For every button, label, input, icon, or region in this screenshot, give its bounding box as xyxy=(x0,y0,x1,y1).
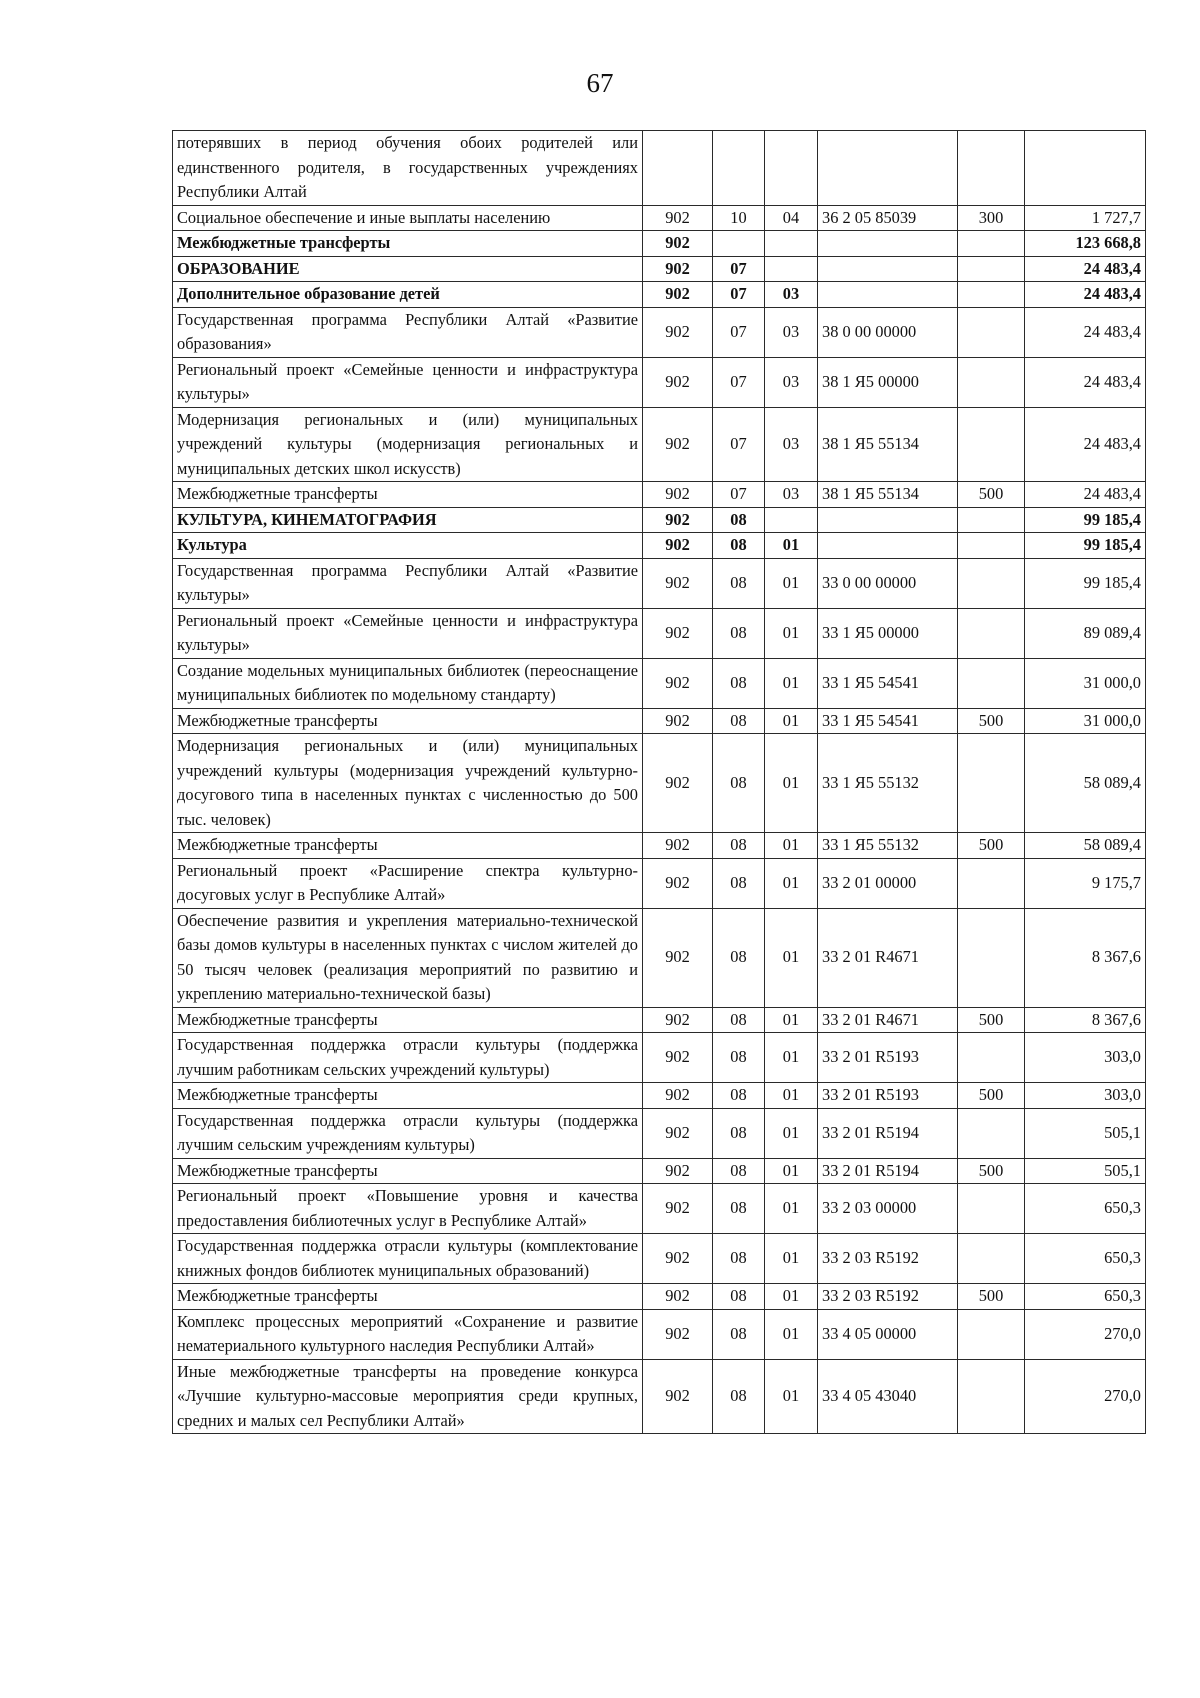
cell-name: Региональный проект «Повышение уровня и качества предоставления библиотечных услуг в Республике Алтай» xyxy=(173,1184,643,1234)
cell-amount: 8 367,6 xyxy=(1025,908,1146,1007)
table-row xyxy=(173,533,1146,559)
cell-name: Межбюджетные трансферты xyxy=(173,1083,643,1109)
cell-ministry: 902 xyxy=(643,908,713,1007)
cell-section: 08 xyxy=(713,1234,765,1284)
cell-section: 07 xyxy=(713,482,765,508)
cell-subsection: 01 xyxy=(765,1033,818,1083)
cell-amount: 303,0 xyxy=(1025,1033,1146,1083)
cell-section: 08 xyxy=(713,708,765,734)
table-row xyxy=(173,1083,1146,1109)
cell-amount: 505,1 xyxy=(1025,1158,1146,1184)
cell-expense-type xyxy=(958,1359,1025,1434)
cell-subsection xyxy=(765,131,818,206)
cell-section: 08 xyxy=(713,1309,765,1359)
cell-amount: 31 000,0 xyxy=(1025,708,1146,734)
table-row xyxy=(173,1184,1146,1234)
cell-ministry: 902 xyxy=(643,1083,713,1109)
cell-amount: 123 668,8 xyxy=(1025,231,1146,257)
cell-expense-type xyxy=(958,908,1025,1007)
cell-expense-type xyxy=(958,658,1025,708)
cell-amount: 270,0 xyxy=(1025,1359,1146,1434)
cell-subsection: 01 xyxy=(765,1184,818,1234)
cell-name: Государственная программа Республики Алтай «Развитие образования» xyxy=(173,307,643,357)
cell-amount: 99 185,4 xyxy=(1025,533,1146,559)
cell-section: 08 xyxy=(713,533,765,559)
cell-article: 33 0 00 00000 xyxy=(818,558,958,608)
cell-amount: 24 483,4 xyxy=(1025,256,1146,282)
cell-ministry: 902 xyxy=(643,407,713,482)
cell-ministry: 902 xyxy=(643,507,713,533)
cell-ministry: 902 xyxy=(643,558,713,608)
cell-ministry: 902 xyxy=(643,1309,713,1359)
cell-name: Межбюджетные трансферты xyxy=(173,482,643,508)
cell-section: 08 xyxy=(713,858,765,908)
cell-article: 33 2 01 R4671 xyxy=(818,908,958,1007)
cell-subsection: 01 xyxy=(765,608,818,658)
cell-article: 33 1 Я5 00000 xyxy=(818,608,958,658)
cell-subsection: 01 xyxy=(765,558,818,608)
page-number: 67 xyxy=(586,68,614,98)
cell-ministry: 902 xyxy=(643,205,713,231)
cell-subsection: 01 xyxy=(765,533,818,559)
cell-section: 08 xyxy=(713,1284,765,1310)
table-row xyxy=(173,708,1146,734)
cell-name: Государственная поддержка отрасли культуры (поддержка лучшим работникам сельских учреждений культуры) xyxy=(173,1033,643,1083)
cell-name: Модернизация региональных и (или) муниципальных учреждений культуры (модернизация учреждений культурно-досугового типа в населенных пунктах с численностью до 500 тыс. человек) xyxy=(173,734,643,833)
cell-expense-type xyxy=(958,1108,1025,1158)
cell-expense-type: 500 xyxy=(958,708,1025,734)
cell-subsection: 01 xyxy=(765,1007,818,1033)
cell-ministry: 902 xyxy=(643,1234,713,1284)
cell-article xyxy=(818,131,958,206)
table-row xyxy=(173,1007,1146,1033)
cell-section: 08 xyxy=(713,608,765,658)
cell-section: 08 xyxy=(713,1033,765,1083)
cell-amount: 505,1 xyxy=(1025,1108,1146,1158)
cell-expense-type xyxy=(958,307,1025,357)
cell-amount: 650,3 xyxy=(1025,1234,1146,1284)
cell-amount: 99 185,4 xyxy=(1025,507,1146,533)
cell-expense-type xyxy=(958,858,1025,908)
cell-name: Создание модельных муниципальных библиотек (переоснащение муниципальных библиотек по модельному стандарту) xyxy=(173,658,643,708)
cell-expense-type: 500 xyxy=(958,1158,1025,1184)
cell-subsection: 03 xyxy=(765,307,818,357)
cell-amount: 99 185,4 xyxy=(1025,558,1146,608)
cell-subsection xyxy=(765,256,818,282)
cell-amount xyxy=(1025,131,1146,206)
cell-article: 33 2 01 R5193 xyxy=(818,1033,958,1083)
cell-name: Межбюджетные трансферты xyxy=(173,1158,643,1184)
table-row xyxy=(173,1158,1146,1184)
cell-ministry: 902 xyxy=(643,1359,713,1434)
cell-section: 08 xyxy=(713,908,765,1007)
cell-subsection: 01 xyxy=(765,1359,818,1434)
cell-amount: 270,0 xyxy=(1025,1309,1146,1359)
cell-section xyxy=(713,231,765,257)
cell-section xyxy=(713,131,765,206)
cell-article xyxy=(818,231,958,257)
cell-name: Межбюджетные трансферты xyxy=(173,708,643,734)
cell-name: Межбюджетные трансферты xyxy=(173,833,643,859)
cell-amount: 24 483,4 xyxy=(1025,307,1146,357)
cell-article: 36 2 05 85039 xyxy=(818,205,958,231)
cell-expense-type xyxy=(958,608,1025,658)
cell-expense-type: 500 xyxy=(958,833,1025,859)
cell-article xyxy=(818,533,958,559)
cell-subsection xyxy=(765,507,818,533)
cell-article: 33 2 01 R4671 xyxy=(818,1007,958,1033)
cell-ministry: 902 xyxy=(643,1007,713,1033)
cell-name: потерявших в период обучения обоих родителей или единственного родителя, в государственных учреждениях Республики Алтай xyxy=(173,131,643,206)
cell-expense-type: 500 xyxy=(958,1083,1025,1109)
cell-article: 33 2 03 00000 xyxy=(818,1184,958,1234)
cell-ministry: 902 xyxy=(643,1033,713,1083)
cell-section: 08 xyxy=(713,507,765,533)
cell-expense-type xyxy=(958,282,1025,308)
cell-amount: 303,0 xyxy=(1025,1083,1146,1109)
cell-ministry: 902 xyxy=(643,1108,713,1158)
table-row xyxy=(173,1309,1146,1359)
cell-article: 33 2 03 R5192 xyxy=(818,1284,958,1310)
cell-name: Государственная программа Республики Алтай «Развитие культуры» xyxy=(173,558,643,608)
cell-subsection: 03 xyxy=(765,482,818,508)
cell-article: 33 1 Я5 55132 xyxy=(818,734,958,833)
cell-ministry: 902 xyxy=(643,482,713,508)
cell-expense-type xyxy=(958,507,1025,533)
cell-subsection: 01 xyxy=(765,1158,818,1184)
cell-article: 33 4 05 00000 xyxy=(818,1309,958,1359)
cell-subsection: 01 xyxy=(765,1108,818,1158)
cell-name: Государственная поддержка отрасли культуры (поддержка лучшим сельским учреждениям культуры) xyxy=(173,1108,643,1158)
cell-article: 33 1 Я5 54541 xyxy=(818,708,958,734)
cell-subsection: 03 xyxy=(765,282,818,308)
cell-ministry xyxy=(643,131,713,206)
table-row xyxy=(173,1108,1146,1158)
cell-section: 08 xyxy=(713,558,765,608)
table-row xyxy=(173,282,1146,308)
cell-expense-type xyxy=(958,1234,1025,1284)
cell-name: Региональный проект «Семейные ценности и инфраструктура культуры» xyxy=(173,357,643,407)
cell-ministry: 902 xyxy=(643,231,713,257)
cell-expense-type xyxy=(958,1309,1025,1359)
cell-article: 33 1 Я5 54541 xyxy=(818,658,958,708)
cell-ministry: 902 xyxy=(643,533,713,559)
cell-expense-type xyxy=(958,256,1025,282)
cell-subsection: 01 xyxy=(765,1083,818,1109)
cell-amount: 8 367,6 xyxy=(1025,1007,1146,1033)
cell-name: КУЛЬТУРА, КИНЕМАТОГРАФИЯ xyxy=(173,507,643,533)
table-row xyxy=(173,1359,1146,1434)
cell-ministry: 902 xyxy=(643,1284,713,1310)
cell-name: Обеспечение развития и укрепления материально-технической базы домов культуры в населенных пунктах с числом жителей до 50 тысяч человек (реализация мероприятий по развитию и укреплению материально-технической базы) xyxy=(173,908,643,1007)
cell-name: Межбюджетные трансферты xyxy=(173,231,643,257)
cell-expense-type xyxy=(958,1184,1025,1234)
table-row xyxy=(173,1033,1146,1083)
cell-expense-type: 300 xyxy=(958,205,1025,231)
cell-section: 07 xyxy=(713,407,765,482)
table-row xyxy=(173,858,1146,908)
cell-expense-type xyxy=(958,407,1025,482)
cell-expense-type xyxy=(958,1033,1025,1083)
cell-article: 38 1 Я5 00000 xyxy=(818,357,958,407)
table-row xyxy=(173,734,1146,833)
cell-article xyxy=(818,256,958,282)
cell-ministry: 902 xyxy=(643,608,713,658)
cell-ministry: 902 xyxy=(643,1158,713,1184)
cell-subsection: 01 xyxy=(765,708,818,734)
cell-ministry: 902 xyxy=(643,256,713,282)
cell-amount: 31 000,0 xyxy=(1025,658,1146,708)
cell-amount: 24 483,4 xyxy=(1025,282,1146,308)
cell-expense-type xyxy=(958,357,1025,407)
cell-article: 33 2 01 R5194 xyxy=(818,1108,958,1158)
cell-article: 33 2 01 R5194 xyxy=(818,1158,958,1184)
cell-name: Модернизация региональных и (или) муниципальных учреждений культуры (модернизация региональных и муниципальных детских школ искусств) xyxy=(173,407,643,482)
cell-expense-type: 500 xyxy=(958,1284,1025,1310)
table-row xyxy=(173,482,1146,508)
cell-section: 08 xyxy=(713,734,765,833)
cell-subsection: 01 xyxy=(765,833,818,859)
table-row xyxy=(173,205,1146,231)
table-row xyxy=(173,833,1146,859)
cell-amount: 9 175,7 xyxy=(1025,858,1146,908)
cell-subsection: 03 xyxy=(765,357,818,407)
cell-amount: 58 089,4 xyxy=(1025,833,1146,859)
cell-article: 38 1 Я5 55134 xyxy=(818,407,958,482)
cell-subsection: 01 xyxy=(765,858,818,908)
cell-expense-type: 500 xyxy=(958,482,1025,508)
table-row xyxy=(173,608,1146,658)
cell-section: 08 xyxy=(713,833,765,859)
cell-name: Иные межбюджетные трансферты на проведение конкурса «Лучшие культурно-массовые мероприятия среди крупных, средних и малых сел Республики Алтай» xyxy=(173,1359,643,1434)
cell-expense-type xyxy=(958,131,1025,206)
cell-amount: 24 483,4 xyxy=(1025,482,1146,508)
cell-subsection: 01 xyxy=(765,734,818,833)
cell-section: 07 xyxy=(713,357,765,407)
cell-name: Региональный проект «Семейные ценности и инфраструктура культуры» xyxy=(173,608,643,658)
cell-ministry: 902 xyxy=(643,833,713,859)
cell-amount: 89 089,4 xyxy=(1025,608,1146,658)
table-row xyxy=(173,658,1146,708)
cell-section: 08 xyxy=(713,658,765,708)
cell-section: 07 xyxy=(713,307,765,357)
cell-section: 08 xyxy=(713,1083,765,1109)
cell-amount: 24 483,4 xyxy=(1025,357,1146,407)
cell-name: Межбюджетные трансферты xyxy=(173,1284,643,1310)
cell-section: 07 xyxy=(713,256,765,282)
cell-expense-type xyxy=(958,533,1025,559)
cell-section: 07 xyxy=(713,282,765,308)
cell-article: 33 1 Я5 55132 xyxy=(818,833,958,859)
table-row xyxy=(173,357,1146,407)
cell-subsection: 01 xyxy=(765,1284,818,1310)
table-row xyxy=(173,307,1146,357)
cell-ministry: 902 xyxy=(643,858,713,908)
table-row xyxy=(173,131,1146,206)
cell-name: Межбюджетные трансферты xyxy=(173,1007,643,1033)
cell-name: ОБРАЗОВАНИЕ xyxy=(173,256,643,282)
cell-section: 08 xyxy=(713,1158,765,1184)
cell-section: 10 xyxy=(713,205,765,231)
cell-subsection: 01 xyxy=(765,1309,818,1359)
cell-article: 38 0 00 00000 xyxy=(818,307,958,357)
table-row xyxy=(173,256,1146,282)
cell-article xyxy=(818,282,958,308)
cell-article: 33 4 05 43040 xyxy=(818,1359,958,1434)
table-row xyxy=(173,558,1146,608)
cell-expense-type xyxy=(958,734,1025,833)
cell-article xyxy=(818,507,958,533)
cell-ministry: 902 xyxy=(643,357,713,407)
cell-name: Дополнительное образование детей xyxy=(173,282,643,308)
cell-ministry: 902 xyxy=(643,658,713,708)
cell-article: 38 1 Я5 55134 xyxy=(818,482,958,508)
cell-ministry: 902 xyxy=(643,1184,713,1234)
cell-amount: 650,3 xyxy=(1025,1284,1146,1310)
cell-ministry: 902 xyxy=(643,708,713,734)
cell-subsection xyxy=(765,231,818,257)
cell-name: Культура xyxy=(173,533,643,559)
cell-subsection: 01 xyxy=(765,908,818,1007)
budget-table xyxy=(172,130,1146,1434)
cell-name: Государственная поддержка отрасли культуры (комплектование книжных фондов библиотек муниципальных образований) xyxy=(173,1234,643,1284)
cell-article: 33 2 03 R5192 xyxy=(818,1234,958,1284)
cell-ministry: 902 xyxy=(643,307,713,357)
table-row xyxy=(173,407,1146,482)
cell-subsection: 01 xyxy=(765,658,818,708)
cell-section: 08 xyxy=(713,1359,765,1434)
cell-name: Социальное обеспечение и иные выплаты населению xyxy=(173,205,643,231)
cell-name: Региональный проект «Расширение спектра культурно-досуговых услуг в Республике Алтай» xyxy=(173,858,643,908)
cell-section: 08 xyxy=(713,1108,765,1158)
table-row xyxy=(173,231,1146,257)
cell-name: Комплекс процессных мероприятий «Сохранение и развитие нематериального культурного наследия Республики Алтай» xyxy=(173,1309,643,1359)
table-row xyxy=(173,507,1146,533)
cell-amount: 650,3 xyxy=(1025,1184,1146,1234)
table-row xyxy=(173,1284,1146,1310)
cell-article: 33 2 01 00000 xyxy=(818,858,958,908)
cell-subsection: 03 xyxy=(765,407,818,482)
cell-ministry: 902 xyxy=(643,734,713,833)
cell-subsection: 04 xyxy=(765,205,818,231)
cell-section: 08 xyxy=(713,1184,765,1234)
cell-amount: 58 089,4 xyxy=(1025,734,1146,833)
cell-amount: 24 483,4 xyxy=(1025,407,1146,482)
cell-expense-type xyxy=(958,558,1025,608)
cell-expense-type xyxy=(958,231,1025,257)
cell-section: 08 xyxy=(713,1007,765,1033)
cell-ministry: 902 xyxy=(643,282,713,308)
cell-article: 33 2 01 R5193 xyxy=(818,1083,958,1109)
cell-amount: 1 727,7 xyxy=(1025,205,1146,231)
table-row xyxy=(173,1234,1146,1284)
cell-subsection: 01 xyxy=(765,1234,818,1284)
cell-expense-type: 500 xyxy=(958,1007,1025,1033)
table-row xyxy=(173,908,1146,1007)
